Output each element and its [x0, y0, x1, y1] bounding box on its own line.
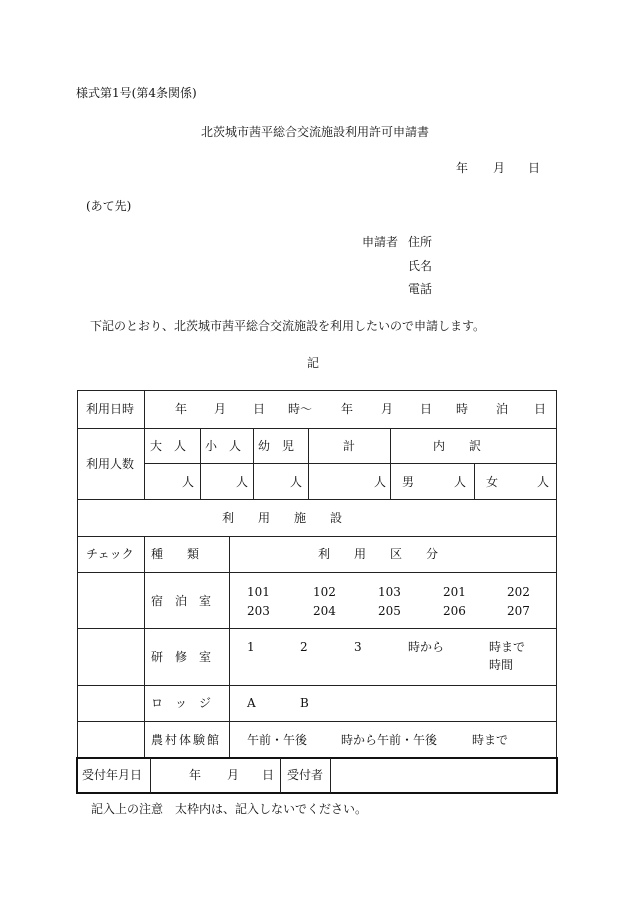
room-option: 205	[378, 604, 401, 618]
date-year: 年	[456, 161, 469, 175]
category-header: 利 用 区 分	[318, 547, 439, 561]
people-female: 女	[486, 475, 499, 489]
people-label: 利用人数	[86, 457, 135, 471]
people-male: 男	[402, 475, 415, 489]
lodging-label: 宿 泊 室	[151, 594, 212, 608]
reception-year: 年	[189, 768, 202, 782]
lodge-option: A	[247, 696, 256, 710]
usage-date-part: 時〜	[288, 402, 313, 416]
form-number: 様式第1号(第4条関係)	[76, 86, 197, 100]
room-option: 103	[378, 585, 401, 599]
room-option: 206	[443, 604, 466, 618]
training-room-option: 1	[247, 640, 255, 654]
reception-month: 月	[227, 768, 240, 782]
training-label: 研 修 室	[151, 650, 212, 664]
usage-date-part: 月	[381, 402, 394, 416]
usage-date-part: 年	[175, 402, 188, 416]
date-month: 月	[493, 161, 506, 175]
reception-label: 受付年月日	[82, 768, 143, 782]
training-from: 時から	[408, 640, 445, 654]
facility-header: 利 用 施 設	[222, 511, 343, 525]
farm-label: 農村体験館	[151, 733, 222, 747]
people-breakdown: 内 訳	[433, 439, 482, 453]
people-unit: 人	[454, 475, 467, 489]
farm-am-pm: 午前・午後	[247, 733, 308, 747]
date-day: 日	[528, 161, 541, 175]
people-unit: 人	[290, 475, 303, 489]
people-unit: 人	[374, 475, 387, 489]
room-option: 201	[443, 585, 466, 599]
training-hours: 時間	[489, 658, 514, 672]
usage-date-part: 時	[456, 402, 469, 416]
lodge-option: B	[300, 696, 309, 710]
room-option: 202	[507, 585, 530, 599]
people-unit: 人	[236, 475, 249, 489]
farm-until: 時まで	[472, 733, 509, 747]
usage-date-part: 年	[341, 402, 354, 416]
people-total: 計	[343, 439, 356, 453]
people-unit: 人	[537, 475, 550, 489]
usage-date-part: 日	[534, 402, 547, 416]
ki-label: 記	[307, 356, 320, 370]
usage-date-part: 日	[420, 402, 433, 416]
lodge-label: ロ ッ ジ	[151, 696, 212, 710]
usage-date-label: 利用日時	[86, 402, 135, 416]
addressee: (あて先)	[86, 199, 132, 213]
applicant-phone: 電話	[408, 282, 433, 296]
room-option: 102	[313, 585, 336, 599]
people-infant: 幼 児	[258, 439, 295, 453]
applicant-label: 申請者	[362, 235, 399, 249]
room-option: 204	[313, 604, 336, 618]
reception-receiver: 受付者	[287, 768, 324, 782]
body-text: 下記のとおり、北茨城市茜平総合交流施設を利用したいので申請します。	[90, 319, 486, 333]
room-option: 203	[247, 604, 270, 618]
people-child: 小 人	[205, 439, 242, 453]
people-adult: 大 人	[150, 439, 187, 453]
application-table	[77, 390, 557, 758]
type-header: 種 類	[151, 547, 200, 561]
applicant-name: 氏名	[408, 259, 433, 273]
usage-date-part: 泊	[496, 402, 509, 416]
room-option: 207	[507, 604, 530, 618]
usage-date-part: 日	[253, 402, 266, 416]
applicant-address: 住所	[408, 235, 433, 249]
note: 記入上の注意 太枠内は、記入しないでください。	[91, 802, 368, 816]
document-title: 北茨城市茜平総合交流施設利用許可申請書	[201, 125, 430, 139]
farm-from: 時から午前・午後	[341, 733, 438, 747]
room-option: 101	[247, 585, 270, 599]
training-until: 時まで	[489, 640, 526, 654]
training-room-option: 3	[354, 640, 362, 654]
people-unit: 人	[182, 475, 195, 489]
check-header: チェック	[86, 547, 134, 561]
reception-day: 日	[262, 768, 275, 782]
training-room-option: 2	[300, 640, 308, 654]
usage-date-part: 月	[214, 402, 227, 416]
